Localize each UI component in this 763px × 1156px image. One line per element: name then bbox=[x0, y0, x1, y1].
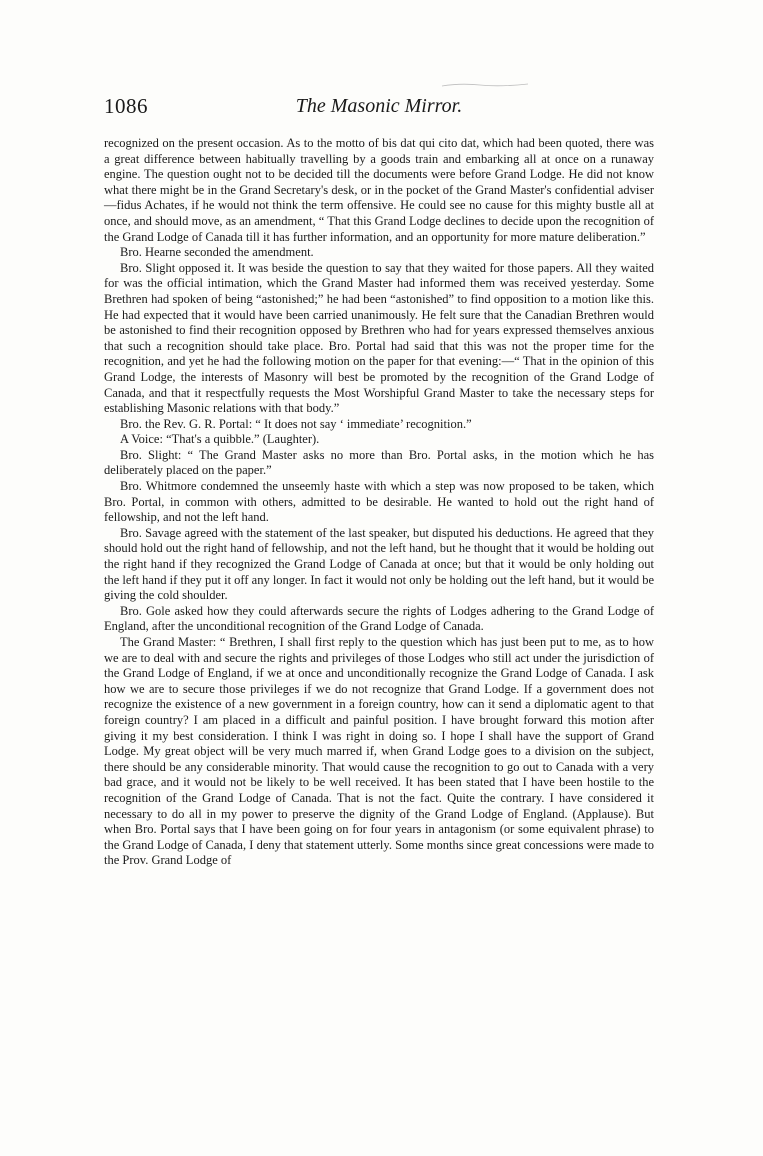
page-header bbox=[104, 93, 654, 119]
paragraph: The Grand Master: “ Brethren, I shall first reply to the question which has just been put to me, as to how we are to deal with and secure the rights and privileges of those Lodges who still act under the jurisdiction of the Grand Lodge of England, if we at once and unconditionally recognize the Grand Lodge of Canada. I ask how we are to secure those privileges if we do not recognize that Grand Lodge. If a government does not recognize the existence of a new government in a foreign country, how can it send a diplomatic agent to that foreign country? I am placed in a difficult and painful position. I have brought forward this motion after giving it my best consideration. I think I was right in doing so. I hope I shall have the support of Grand Lodge. My great object will be very much marred if, when Grand Lodge goes to a division on the subject, there should be any considerable minority. That would cause the recognition to go out to Canada with a very bad grace, and it would not be likely to be well received. It has been stated that I have been hostile to the recognition of the Grand Lodge of Canada. That is not the fact. Quite the contrary. I have considered it necessary to do all in my power to preserve the dignity of the Grand Lodge of England. (Applause). But when Bro. Portal says that I have been going on for four years in antagonism (or some equivalent phrase) to the Grand Lodge of Canada, I deny that statement utterly. Some months since great concessions were made to the Prov. Grand Lodge of bbox=[104, 635, 654, 868]
running-title: The Masonic Mirror. bbox=[295, 95, 463, 117]
paragraph: Bro. Gole asked how they could afterwards secure the rights of Lodges adhering to the Grand Lodge of England, after the unconditional recognition of the Grand Lodge of Canada. bbox=[104, 603, 654, 634]
paragraph: Bro. Whitmore condemned the unseemly haste with which a step was now proposed to be taken, which Bro. Portal, in common with others, admitted to be desirable. He wanted to hold out the right hand of fellowship, and not the left hand. bbox=[104, 479, 654, 525]
paragraph: A Voice: “That's a quibble.” (Laughter). bbox=[120, 432, 320, 447]
page-number: 1086 bbox=[104, 94, 148, 118]
paragraph: Bro. Hearne seconded the amendment. bbox=[120, 245, 314, 260]
paragraph: Bro. the Rev. G. R. Portal: “ It does not say ‘ immediate’ recognition.” bbox=[120, 416, 472, 431]
paragraph: recognized on the present occasion. As to the motto of bis dat qui cito dat, which had been quoted, there was a great difference between habitually travelling by a goods train and embarking all at once on a runaway engine. The question ought not to be decided till the documents were before Grand Lodge. He did not know what there might be in the Grand Secretary's desk, or in the pocket of the Grand Master's confidential adviser—fidus Achates, if he would not think the term offensive. He could see no cause for this mighty bustle all at once, and should move, as an amendment, “ That this Grand Lodge declines to decide upon the recognition of the Grand Lodge of Canada till it has further information, and an opportunity for more mature deliberation.” bbox=[104, 136, 654, 244]
paragraph: Bro. Savage agreed with the statement of the last speaker, but disputed his deductions. He agreed that they should hold out the right hand of fellowship, and not the left hand, but he thought that it would be holding out the right hand if they recognized the Grand Lodge of Canada at once; but that it would be only holding out the left hand if they put it off any longer. In fact it would not only be holding out the left hand, but it would be giving the cold shoulder. bbox=[104, 525, 655, 603]
paragraph: Bro. Slight: “ The Grand Master asks no more than Bro. Portal asks, in the motion which he has deliberately placed on the paper.” bbox=[104, 447, 654, 478]
ink-smudge bbox=[440, 82, 530, 88]
paragraph: Bro. Slight opposed it. It was beside the question to say that they waited for those papers. All they waited for was the official intimation, which the Grand Master had informed them was received yesterday. Some Brethren had spoken of being “astonished;” he had been “astonished” to find opposition to a motion like this. He had expected that it would have been carried unanimously. He felt sure that the Canadian Brethren would be astonished to find their recognition opposed by Brethren who had for years expressed themselves anxious that such a recognition should take place. Bro. Portal had said that this was not the proper time for the recognition, and yet he had the following motion on the paper for that evening:—“ That in the opinion of this Grand Lodge, the interests of Masonry will best be promoted by the recognition of the Grand Lodge of Canada, and that it respectfully requests the Most Worshipful Grand Master to take the necessary steps for establishing Masonic relations with that body.” bbox=[104, 260, 654, 416]
article-body bbox=[104, 136, 654, 869]
